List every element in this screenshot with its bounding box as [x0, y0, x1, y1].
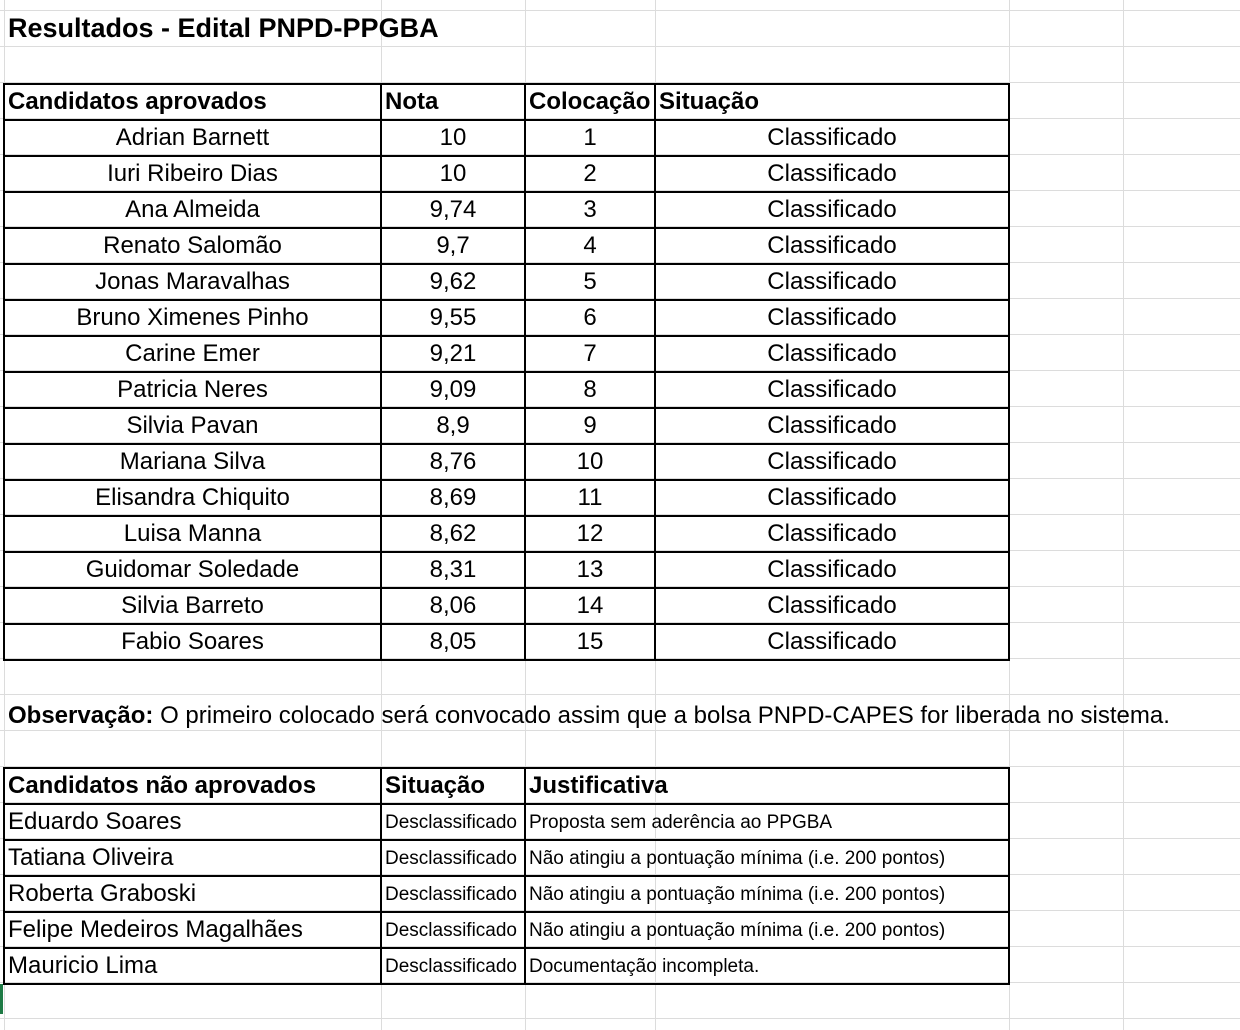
- page-title: Resultados - Edital PNPD-PPGBA: [8, 12, 439, 43]
- approved-name-cell[interactable]: Iuri Ribeiro Dias: [107, 160, 278, 187]
- approved-name-cell[interactable]: Carine Emer: [125, 340, 260, 367]
- rejected-situacao-cell[interactable]: Desclassificado: [385, 919, 517, 941]
- approved-position-cell[interactable]: 12: [576, 520, 604, 547]
- approved-name-cell[interactable]: Guidomar Soledade: [85, 556, 300, 583]
- gridline-horizontal: [0, 1018, 1240, 1019]
- approved-nota-cell[interactable]: 8,62: [429, 520, 477, 547]
- rejected-justificativa-cell[interactable]: Proposta sem aderência ao PPGBA: [529, 811, 833, 833]
- approved-name-cell[interactable]: Silvia Barreto: [121, 592, 264, 619]
- rejected-justificativa-cell[interactable]: Não atingiu a pontuação mínima (i.e. 200 pontos): [529, 919, 946, 941]
- observation-text: O primeiro colocado será convocado assim que a bolsa PNPD-CAPES for liberada no sistema.: [153, 702, 1170, 729]
- approved-header-0: Candidatos aprovados: [8, 88, 267, 115]
- approved-nota-cell[interactable]: 9,7: [436, 232, 470, 259]
- approved-position-cell[interactable]: 8: [583, 376, 597, 403]
- rejected-header-2: Justificativa: [529, 772, 668, 799]
- approved-name-cell[interactable]: Mariana Silva: [119, 448, 266, 475]
- rejected-justificativa-cell[interactable]: Documentação incompleta.: [529, 955, 760, 977]
- approved-situacao-cell[interactable]: Classificado: [767, 556, 897, 583]
- approved-nota-cell[interactable]: 8,06: [429, 592, 477, 619]
- approved-header-2: Colocação: [529, 88, 651, 115]
- approved-position-cell[interactable]: 7: [583, 340, 597, 367]
- approved-position-cell[interactable]: 13: [576, 556, 604, 583]
- gridline-horizontal: [0, 46, 1240, 47]
- approved-situacao-cell[interactable]: Classificado: [767, 520, 897, 547]
- approved-situacao-cell[interactable]: Classificado: [767, 592, 897, 619]
- approved-position-cell[interactable]: 4: [583, 232, 597, 259]
- approved-position-cell[interactable]: 9: [583, 412, 597, 439]
- approved-position-cell[interactable]: 10: [576, 448, 604, 475]
- approved-nota-cell[interactable]: 9,55: [429, 304, 477, 331]
- rejected-justificativa-cell[interactable]: Não atingiu a pontuação mínima (i.e. 200 pontos): [529, 883, 946, 905]
- rejected-name-cell[interactable]: Felipe Medeiros Magalhães: [8, 916, 303, 943]
- approved-header-3: Situação: [659, 88, 760, 115]
- approved-name-cell[interactable]: Patricia Neres: [117, 376, 268, 403]
- approved-situacao-cell[interactable]: Classificado: [767, 412, 897, 439]
- observation-label: Observação:: [8, 702, 154, 729]
- approved-name-cell[interactable]: Silvia Pavan: [126, 412, 259, 439]
- approved-situacao-cell[interactable]: Classificado: [767, 376, 897, 403]
- approved-position-cell[interactable]: 1: [583, 124, 597, 151]
- rejected-situacao-cell[interactable]: Desclassificado: [385, 811, 517, 833]
- approved-name-cell[interactable]: Ana Almeida: [125, 196, 260, 223]
- approved-name-cell[interactable]: Fabio Soares: [121, 628, 264, 655]
- rejected-situacao-cell[interactable]: Desclassificado: [385, 847, 517, 869]
- approved-nota-cell[interactable]: 9,74: [429, 196, 477, 223]
- approved-name-cell[interactable]: Luisa Manna: [123, 520, 262, 547]
- approved-situacao-cell[interactable]: Classificado: [767, 160, 897, 187]
- rejected-name-cell[interactable]: Tatiana Oliveira: [8, 844, 174, 871]
- approved-nota-cell[interactable]: 8,69: [429, 484, 477, 511]
- approved-nota-cell[interactable]: 10: [439, 124, 467, 151]
- approved-header-1: Nota: [385, 88, 439, 115]
- approved-situacao-cell[interactable]: Classificado: [767, 124, 897, 151]
- approved-position-cell[interactable]: 5: [583, 268, 597, 295]
- approved-name-cell[interactable]: Elisandra Chiquito: [95, 484, 290, 511]
- approved-position-cell[interactable]: 15: [576, 628, 604, 655]
- approved-situacao-cell[interactable]: Classificado: [767, 304, 897, 331]
- approved-situacao-cell[interactable]: Classificado: [767, 448, 897, 475]
- rejected-name-cell[interactable]: Roberta Graboski: [8, 880, 197, 907]
- rejected-name-cell[interactable]: Eduardo Soares: [8, 808, 182, 835]
- rejected-header-0: Candidatos não aprovados: [8, 772, 317, 799]
- gridline-horizontal: [0, 694, 1240, 695]
- approved-nota-cell[interactable]: 8,05: [429, 628, 477, 655]
- approved-nota-cell[interactable]: 10: [439, 160, 467, 187]
- observation-note: [8, 700, 1170, 732]
- approved-nota-cell[interactable]: 9,62: [429, 268, 477, 295]
- approved-name-cell[interactable]: Adrian Barnett: [115, 124, 270, 151]
- rejected-name-cell[interactable]: Mauricio Lima: [8, 952, 158, 979]
- approved-nota-cell[interactable]: 8,9: [436, 412, 470, 439]
- approved-situacao-cell[interactable]: Classificado: [767, 268, 897, 295]
- approved-position-cell[interactable]: 3: [583, 196, 597, 223]
- approved-position-cell[interactable]: 11: [577, 484, 603, 511]
- approved-name-cell[interactable]: Jonas Maravalhas: [95, 268, 290, 295]
- approved-position-cell[interactable]: 6: [583, 304, 597, 331]
- approved-position-cell[interactable]: 2: [583, 160, 597, 187]
- approved-nota-cell[interactable]: 8,76: [429, 448, 477, 475]
- approved-nota-cell[interactable]: 9,21: [429, 340, 477, 367]
- approved-name-cell[interactable]: Renato Salomão: [103, 232, 282, 259]
- approved-nota-cell[interactable]: 9,09: [429, 376, 477, 403]
- approved-situacao-cell[interactable]: Classificado: [767, 196, 897, 223]
- approved-situacao-cell[interactable]: Classificado: [767, 340, 897, 367]
- approved-position-cell[interactable]: 14: [576, 592, 604, 619]
- approved-situacao-cell[interactable]: Classificado: [767, 628, 897, 655]
- approved-name-cell[interactable]: Bruno Ximenes Pinho: [76, 304, 309, 331]
- rejected-situacao-cell[interactable]: Desclassificado: [385, 883, 517, 905]
- rejected-situacao-cell[interactable]: Desclassificado: [385, 955, 517, 977]
- approved-nota-cell[interactable]: 8,31: [429, 556, 477, 583]
- rejected-justificativa-cell[interactable]: Não atingiu a pontuação mínima (i.e. 200 pontos): [529, 847, 946, 869]
- rejected-header-1: Situação: [385, 772, 486, 799]
- approved-situacao-cell[interactable]: Classificado: [767, 484, 897, 511]
- approved-situacao-cell[interactable]: Classificado: [767, 232, 897, 259]
- selection-indicator: [0, 984, 3, 1014]
